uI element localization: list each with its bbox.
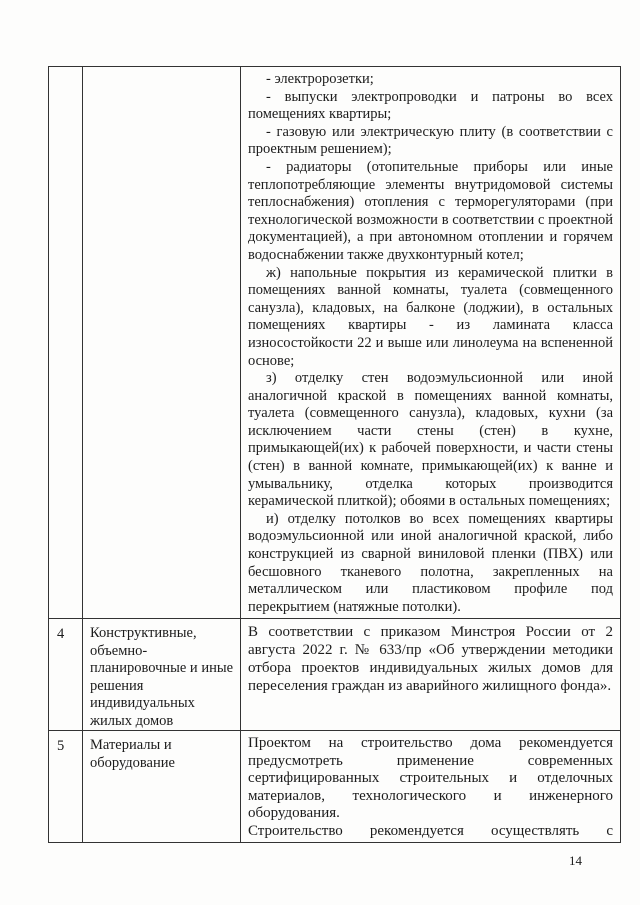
row-label: Материалы и оборудование: [83, 731, 241, 843]
requirements-table: [48, 66, 621, 843]
list-item: и) отделку потолков во всех помещениях квартиры водоэмульсионной или иной аналогичной краской, либо конструкцией из сварной виниловой пленки (ПВХ) или бесшовного тканевого полотна, закрепленных на металлическом или пластиковом профиле под перекрытием (натяжные потолки).: [248, 510, 613, 615]
list-item: - электророзетки;: [266, 71, 374, 87]
list-item: - газовую или электрическую плиту (в соответствии с проектным решением);: [248, 123, 613, 158]
table-row: [49, 619, 621, 731]
row-number: 5: [49, 731, 83, 843]
table-row: [49, 67, 621, 619]
row-label: Конструктивные, объемно-планировочные и иные решения индивидуальных жилых домов: [83, 619, 241, 731]
row-number: 4: [49, 619, 83, 731]
page-number: 14: [569, 853, 582, 868]
row-content: Строительство рекомендуется осуществлять с: [248, 822, 613, 839]
row-content-cell: [241, 67, 621, 619]
row-content: Проектом на строительство дома рекомендуется предусмотреть применение современных сертифицированных строительных и отделочных материалов, технологического и инженерного оборудования.: [248, 735, 613, 822]
list-item: ж) напольные покрытия из керамической плитки в помещениях ванной комнаты, туалета (совмещенного санузла), кладовых, на балконе (лоджии), в остальных помещениях квартиры - из ламината класса износостойкости 22 и выше или линолеума на вспененной основе;: [248, 264, 613, 369]
row-label-cell: [83, 67, 241, 619]
list-item: з) отделку стен водоэмульсионной или иной аналогичной краской в помещениях ванной комнаты, туалета (совмещенного санузла), кладовых, кухни (за исключением части стены (стен) в кухне, примыкающей(их) к рабочей поверхности, и части стены (стен) в ванной комнате, примыкающей(их) к ванне и умывальнику, отделка которых производится керамической плиткой); обоями в остальных помещениях;: [248, 370, 613, 510]
list-item: - выпуски электропроводки и патроны во всех помещениях квартиры;: [248, 88, 613, 123]
table-row: [49, 731, 621, 843]
list-item: - радиаторы (отопительные приборы или иные теплопотребляющие элементы внутридомовой системы теплоснабжения) отопления с терморегуляторами (при технологической возможности в соответствии с проектной документацией), а при автономном отоплении и горячем водоснабжении также двухконтурный котел;: [248, 158, 613, 263]
row-content-cell: [241, 619, 621, 731]
row-content-cell: [241, 731, 621, 843]
row-number-cell: [49, 67, 83, 619]
row-content: В соответствии с приказом Минстроя России от 2 августа 2022 г. № 633/пр «Об утверждении методики отбора проектов индивидуальных жилых домов для переселения граждан из аварийного жилищного фонда».: [248, 624, 613, 695]
